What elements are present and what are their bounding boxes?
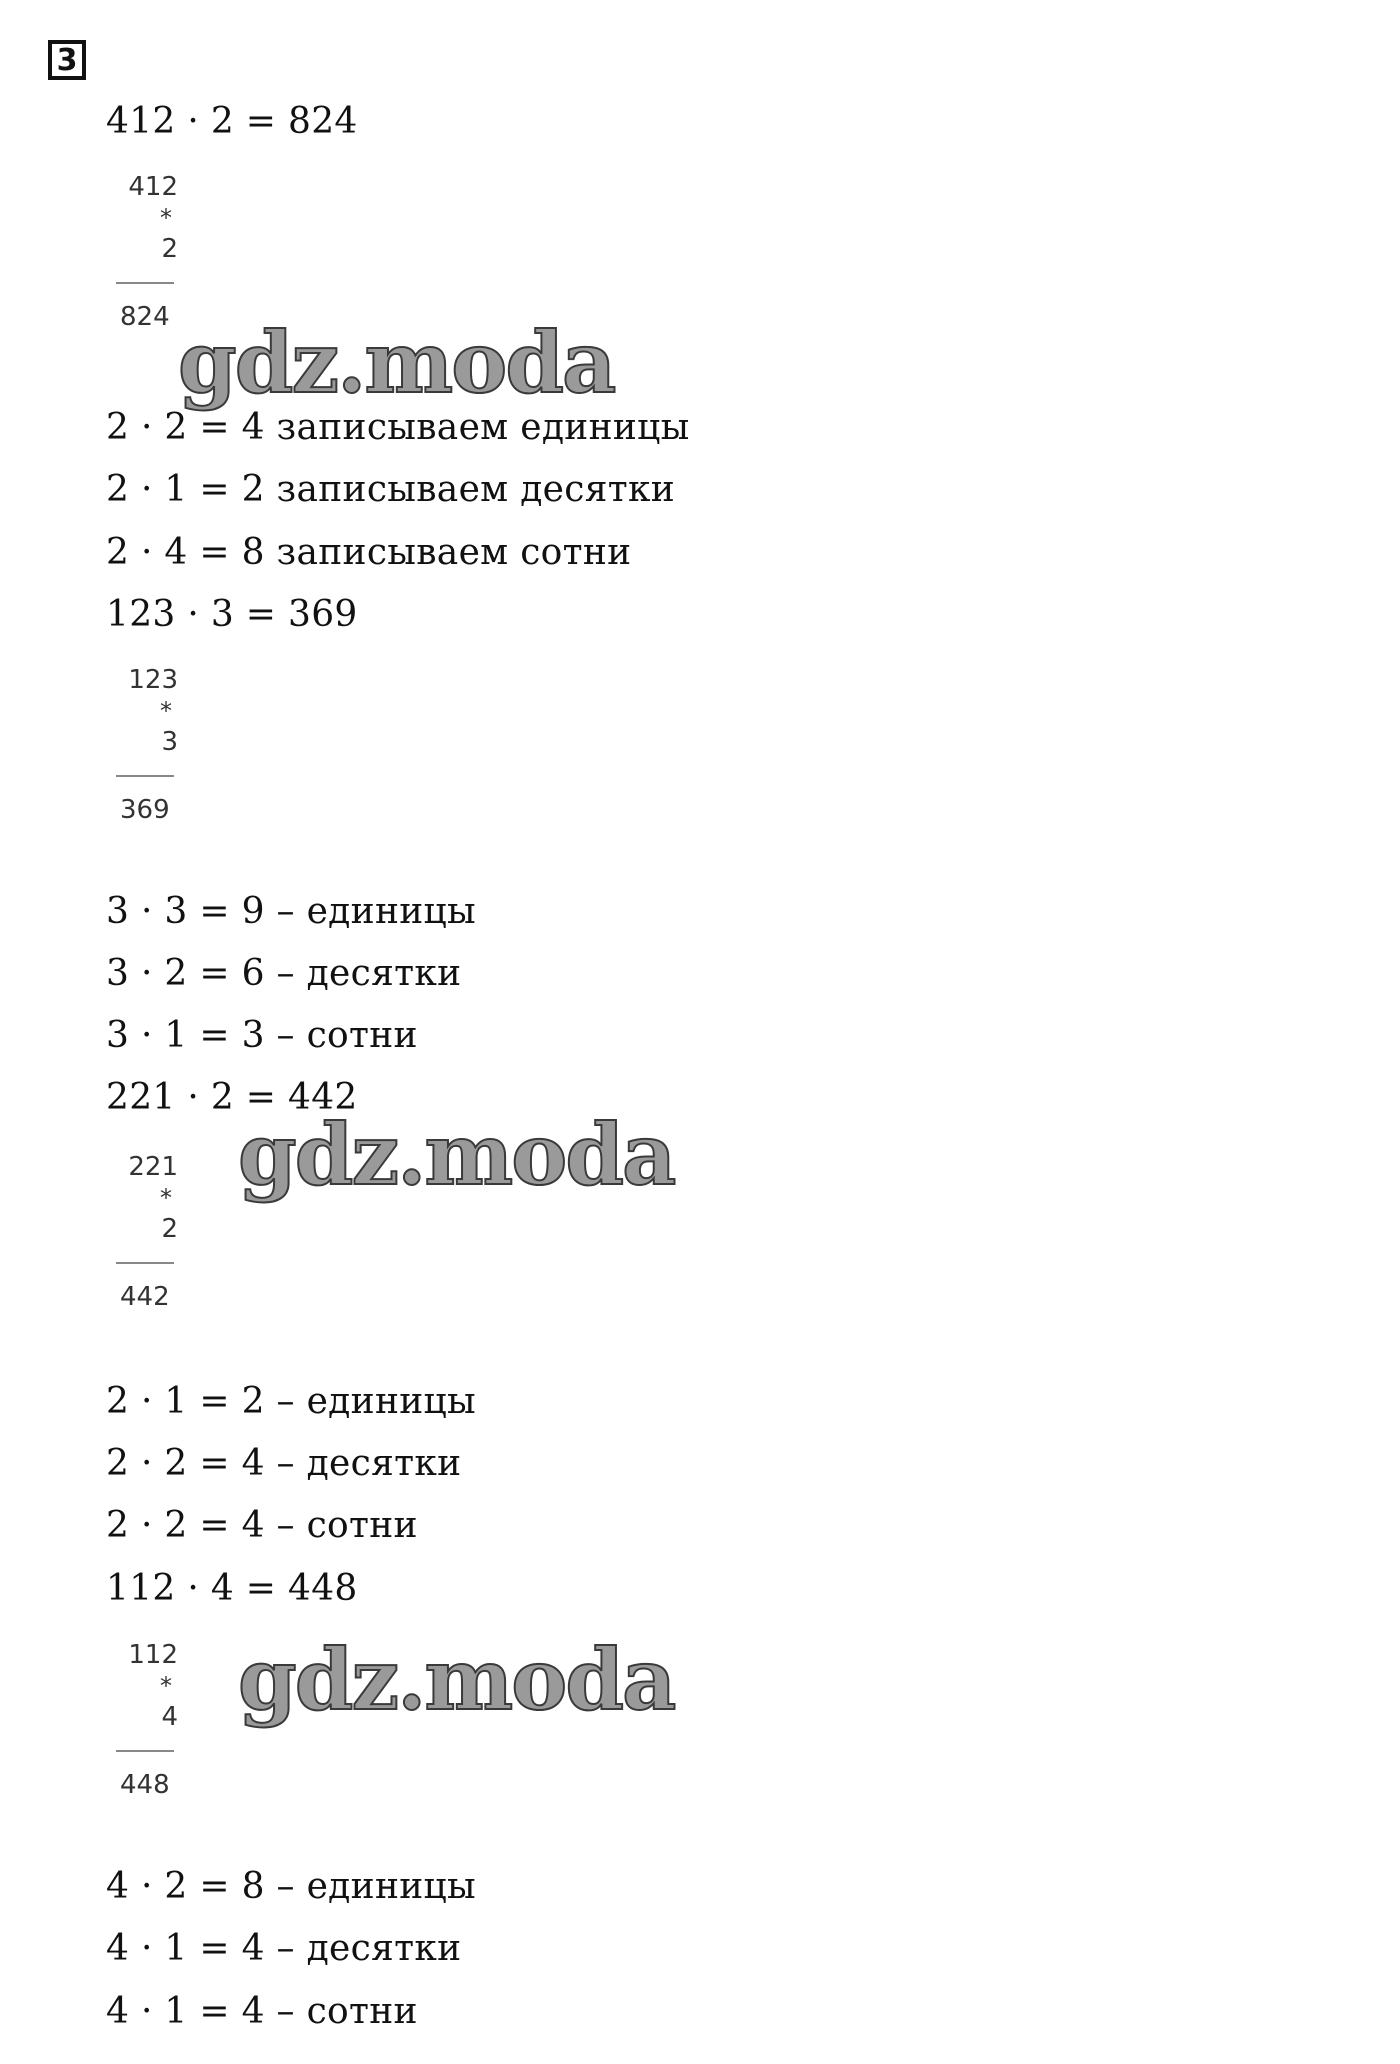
step-line: 4 · 1 = 4 – десятки bbox=[106, 1928, 462, 1969]
column-multiplication-4 bbox=[116, 1640, 178, 1800]
step-line: 4 · 2 = 8 – единицы bbox=[106, 1866, 476, 1907]
equation-4: 112 · 4 = 448 bbox=[106, 1568, 358, 1609]
column-multiplication-1 bbox=[116, 172, 178, 332]
multiplier: 3 bbox=[161, 727, 178, 757]
product: 448 bbox=[120, 1770, 170, 1800]
step-line: 2 · 2 = 4 записываем единицы bbox=[106, 407, 690, 448]
product: 369 bbox=[120, 795, 170, 825]
step-line: 3 · 2 = 6 – десятки bbox=[106, 953, 462, 994]
multiply-operator: * bbox=[160, 204, 172, 232]
equation-2: 123 · 3 = 369 bbox=[106, 594, 358, 635]
result-divider bbox=[116, 1750, 174, 1752]
task-number-badge: 3 bbox=[48, 40, 86, 80]
result-divider bbox=[116, 282, 174, 284]
column-multiplication-3 bbox=[116, 1152, 178, 1312]
step-line: 3 · 1 = 3 – сотни bbox=[106, 1015, 418, 1056]
multiply-operator: * bbox=[160, 1184, 172, 1212]
step-line: 2 · 1 = 2 – единицы bbox=[106, 1381, 476, 1422]
product: 442 bbox=[120, 1282, 170, 1312]
step-line: 2 · 4 = 8 записываем сотни bbox=[106, 532, 632, 573]
multiplicand: 221 bbox=[128, 1152, 178, 1182]
multiply-operator: * bbox=[160, 697, 172, 725]
step-line: 4 · 1 = 4 – сотни bbox=[106, 1991, 418, 2032]
step-line: 2 · 1 = 2 записываем десятки bbox=[106, 469, 676, 510]
step-line: 2 · 2 = 4 – десятки bbox=[106, 1443, 462, 1484]
watermark: gdz.moda bbox=[178, 313, 615, 412]
product: 824 bbox=[120, 302, 170, 332]
equation-1: 412 · 2 = 824 bbox=[106, 101, 358, 142]
multiplicand: 123 bbox=[128, 665, 178, 695]
step-line: 2 · 2 = 4 – сотни bbox=[106, 1505, 418, 1546]
column-multiplication-2 bbox=[116, 665, 178, 825]
multiplier: 2 bbox=[161, 234, 178, 264]
multiplicand: 412 bbox=[128, 172, 178, 202]
watermark: gdz.moda bbox=[238, 1630, 675, 1729]
multiply-operator: * bbox=[160, 1672, 172, 1700]
equation-3: 221 · 2 = 442 bbox=[106, 1077, 358, 1118]
multiplier: 4 bbox=[161, 1702, 178, 1732]
result-divider bbox=[116, 775, 174, 777]
watermark: gdz.moda bbox=[238, 1105, 675, 1204]
multiplicand: 112 bbox=[128, 1640, 178, 1670]
multiplier: 2 bbox=[161, 1214, 178, 1244]
result-divider bbox=[116, 1262, 174, 1264]
step-line: 3 · 3 = 9 – единицы bbox=[106, 891, 476, 932]
